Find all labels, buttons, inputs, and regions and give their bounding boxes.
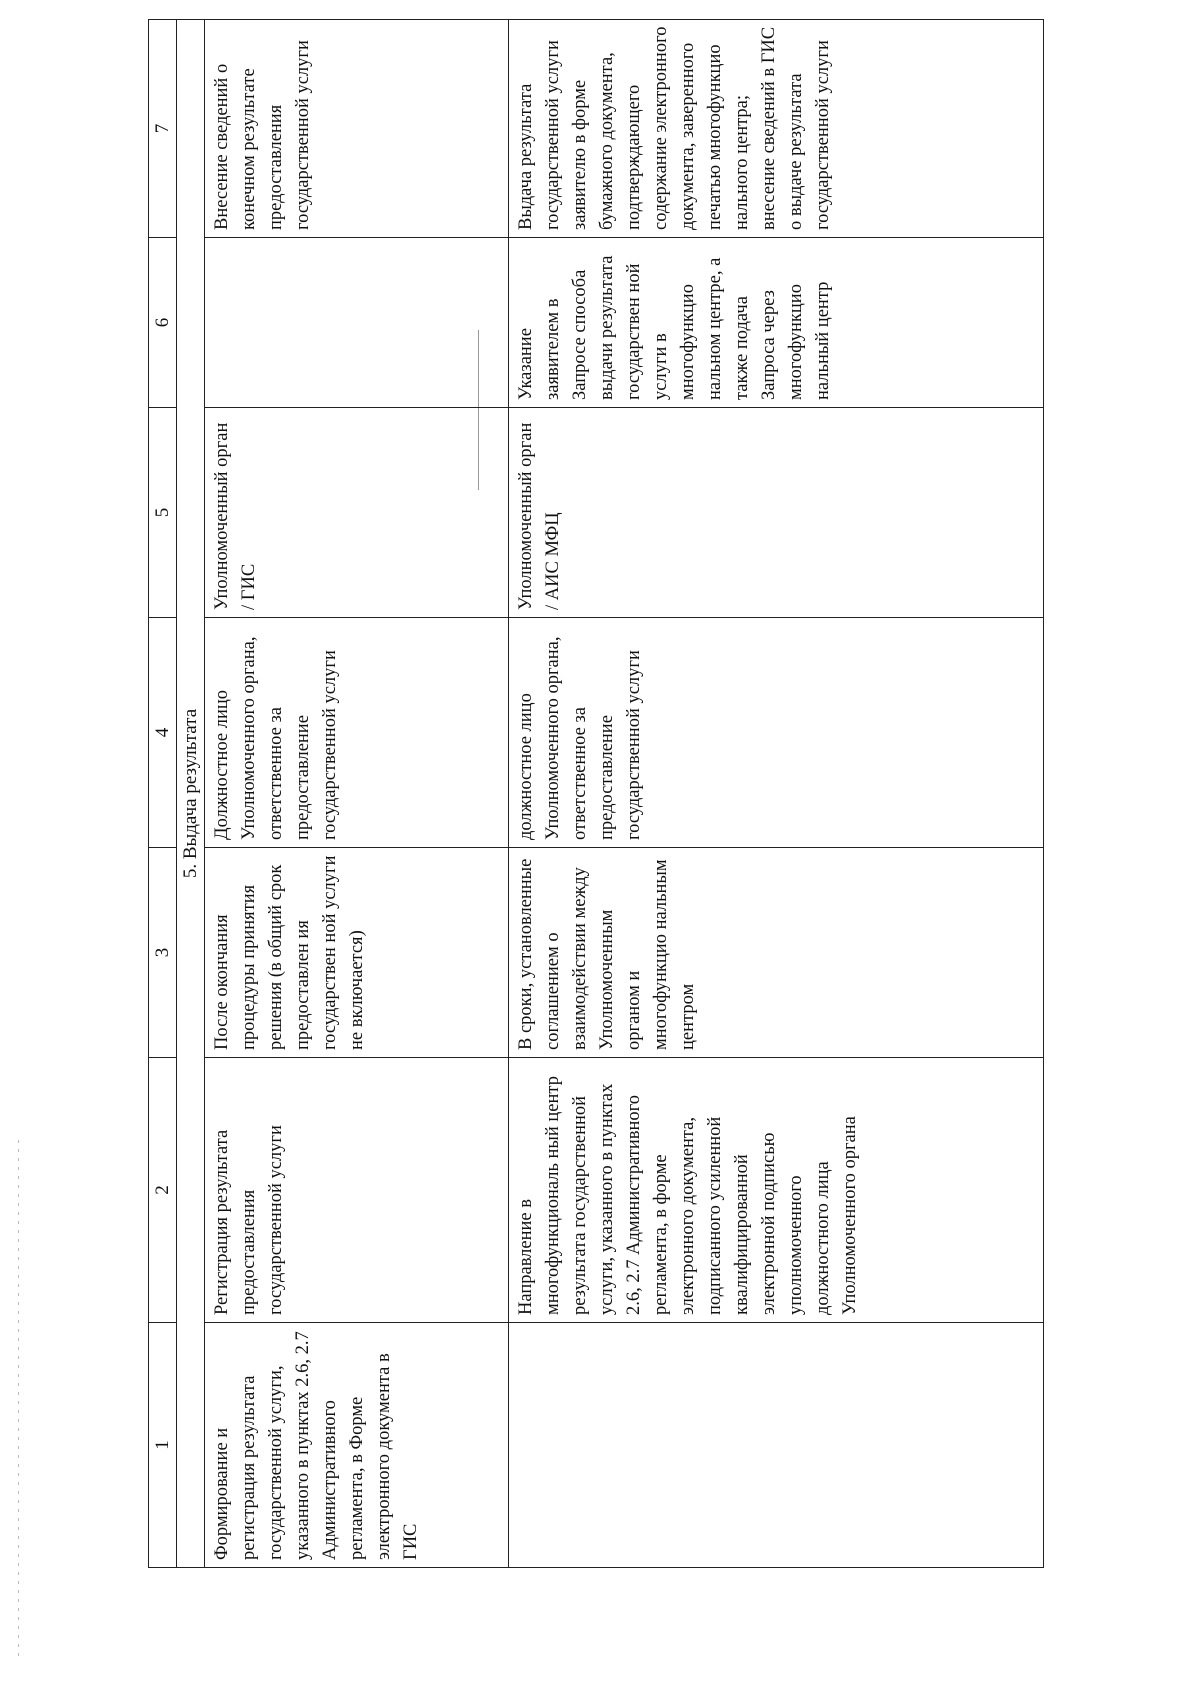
- table-cell: [509, 1323, 1044, 1568]
- procedure-table: [148, 19, 1044, 1568]
- table-cell: В сроки, установленные соглашением о взаимодействии между Уполномоченным органом и многофункцио нальным центром: [509, 848, 1044, 1058]
- table-cell: Указание заявителем в Запросе способа выдачи результата государствен ной услуги в многофункцио нальном центре, а также подача Запроса через многофункцио нальный центр: [509, 238, 1044, 408]
- table-cell: Регистрация результата предоставления государственной услуги: [205, 1058, 509, 1323]
- table-cell: Должностное лицо Уполномоченного органа, ответственное за предоставление государственной услуги: [205, 618, 509, 848]
- table-row: [509, 20, 1044, 1568]
- table-cell: Формирование и регистрация результата государственной услуги, указанного в пунктах 2.6, 2.7 Административного регламента, в Форме электронного документа в ГИС: [205, 1323, 509, 1568]
- column-number: 1: [149, 1323, 177, 1568]
- table-cell: должностное лицо Уполномоченного органа, ответственное за предоставление государственной услуги: [509, 618, 1044, 848]
- scan-artifact-line: [18, 1140, 19, 1660]
- table-cell: Направление в многофункциональ ный центр результата государственной услуги, указанного в пунктах 2.6, 2.7 Административного регламента, в форме электронного документа, подписанного усиленной квалифицированной электронной подписью уполномоченного должностного лица Уполномоченного органа: [509, 1058, 1044, 1323]
- table-row: [205, 20, 509, 1568]
- table-cell: Уполномоченный орган / АИС МФЦ: [509, 408, 1044, 618]
- table-cell: Уполномоченный орган / ГИС: [205, 408, 509, 618]
- table-cell: Выдача результата государственной услуги заявителю в форме бумажного документа, подтверждающего содержание электронного документа, заверенного печатью многофункцио нального центра; внесение сведений в ГИС о выдаче результата государственной услуги: [509, 20, 1044, 238]
- section-row: [177, 20, 205, 1568]
- rotated-table-container: [148, 20, 1044, 1568]
- section-title: 5. Выдача результата: [177, 20, 205, 1568]
- column-number: 2: [149, 1058, 177, 1323]
- column-number-row: [149, 20, 177, 1568]
- table-cell: [205, 238, 509, 408]
- column-number: 3: [149, 848, 177, 1058]
- table-cell: После окончания процедуры принятия решения (в общий срок предоставлен ия государствен ной услуги не включается): [205, 848, 509, 1058]
- column-number: 7: [149, 20, 177, 238]
- column-number: 6: [149, 238, 177, 408]
- column-number: 5: [149, 408, 177, 618]
- table-cell: Внесение сведений о конечном результате предоставления государственной услуги: [205, 20, 509, 238]
- column-number: 4: [149, 618, 177, 848]
